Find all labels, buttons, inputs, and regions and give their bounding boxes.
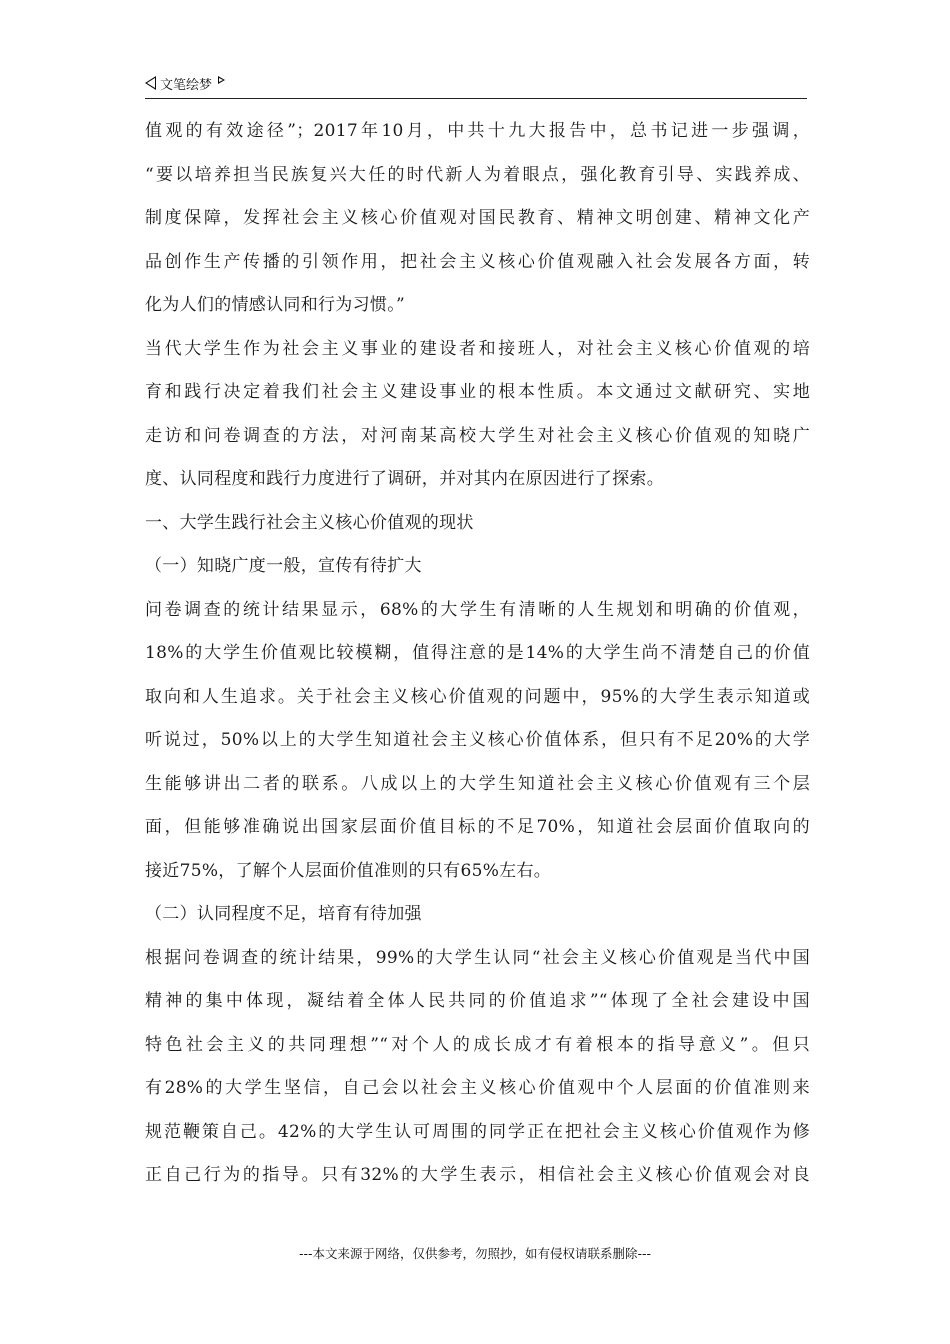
text-line: 接近75%，了解个人层面价值准则的只有65%左右。: [145, 860, 552, 881]
text-line: 精神的集中体现，凝结着全体人民共同的价值追求”“体现了全社会建设中国: [145, 991, 810, 1011]
page-header: [145, 74, 807, 99]
text-line: 一、大学生践行社会主义核心价值观的现状: [145, 512, 474, 533]
header-title: 文笔绘梦: [160, 78, 213, 93]
text-line: 问卷调查的统计结果显示，68%的大学生有清晰的人生规划和明确的价值观，: [145, 599, 810, 620]
text-line: 制度保障，发挥社会主义核心价值观对国民教育、精神文明创建、精神文化产: [145, 208, 810, 228]
text-line: 有28%的大学生坚信，自己会以社会主义核心价值观中个人层面的价值准则来: [145, 1078, 810, 1098]
text-line: 生能够讲出二者的联系。八成以上的大学生知道社会主义核心价值观有三个层: [145, 773, 810, 794]
text-line: 18%的大学生价值观比较模糊，值得注意的是14%的大学生尚不清楚自己的价值: [145, 643, 810, 663]
text-line: 听说过，50%以上的大学生知道社会主义核心价值体系，但只有不足20%的大学: [145, 730, 810, 750]
text-line: （二）认同程度不足，培育有待加强: [145, 904, 422, 924]
text-line: “要以培养担当民族复兴大任的时代新人为着眼点，强化教育引导、实践养成、: [145, 164, 810, 185]
text-line: （一）知晓广度一般，宣传有待扩大: [145, 556, 422, 576]
text-line: 度、认同程度和践行力度进行了调研，并对其内在原因进行了探索。: [145, 469, 664, 489]
text-line: 根据问卷调查的统计结果，99%的大学生认同“社会主义核心价值观是当代中国: [145, 947, 810, 968]
text-line: 育和践行决定着我们社会主义建设事业的根本性质。本文通过文献研究、实地: [145, 382, 810, 402]
text-line: 面，但能够准确说出国家层面价值目标的不足70%，知道社会层面价值取向的: [145, 817, 810, 837]
text-line: 值观的有效途径”；2017年10月，中共十九大报告中，总书记进一步强调，: [145, 121, 810, 141]
triangle-right-icon: [218, 76, 225, 84]
text-line: 品创作生产传播的引领作用，把社会主义核心价值观融入社会发展各方面，转: [145, 251, 810, 272]
footer-disclaimer: ---本文来源于网络，仅供参考，勿照抄，如有侵权请联系删除---: [298, 1246, 652, 1261]
text-line: 走访和问卷调查的方法，对河南某高校大学生对社会主义核心价值观的知晓广: [145, 425, 810, 446]
text-line: 当代大学生作为社会主义事业的建设者和接班人，对社会主义核心价值观的培: [145, 338, 810, 359]
document-body: [145, 110, 810, 1198]
text-line: 正自己行为的指导。只有32%的大学生表示，相信社会主义核心价值观会对良: [145, 1165, 810, 1185]
text-line: 取向和人生追求。关于社会主义核心价值观的问题中，95%的大学生表示知道或: [145, 686, 810, 707]
text-line: 特色社会主义的共同理想”“对个人的成长成才有着根本的指导意义”。但只: [145, 1034, 810, 1055]
triangle-left-icon: [145, 76, 156, 90]
text-line: 化为人们的情感认同和行为习惯。”: [145, 295, 405, 315]
text-line: 规范鞭策自己。42%的大学生认可周围的同学正在把社会主义核心价值观作为修: [145, 1121, 810, 1142]
